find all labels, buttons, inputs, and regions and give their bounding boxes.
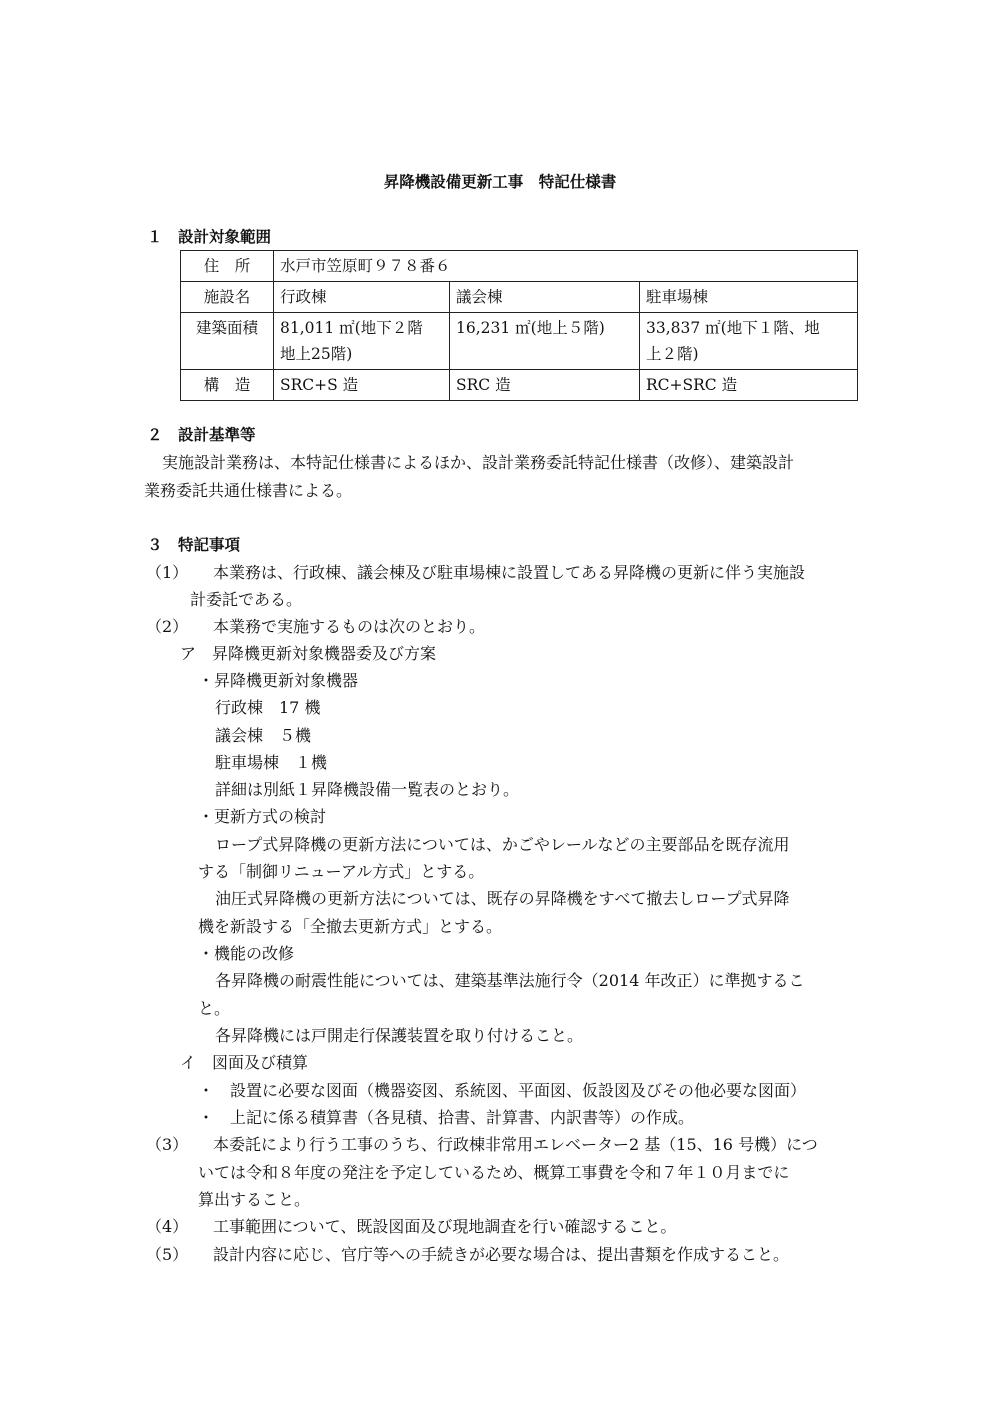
area-admin-line2: 地上25階) <box>280 345 353 363</box>
seismic-line1: 各昇降機の耐震性能については、建築基準法施行令（2014 年改正）に準拠するこ <box>215 971 805 990</box>
item-3-line2: いては令和８年度の発注を予定しているため、概算工事費を令和７年１０月までに <box>198 1163 790 1182</box>
subitem-b-bullet-1: ・ 設置に必要な図面（機器姿図、系統図、平面図、仮設図及びその他必要な図面） <box>198 1081 807 1100</box>
area-admin <box>274 313 450 370</box>
subitem-a-bullet-1: ・昇降機更新対象機器 <box>198 671 359 690</box>
facility-label: 施設名 <box>181 282 274 313</box>
subitem-b-label: イ 図面及び積算 <box>180 1053 309 1072</box>
address-value: 水戸市笠原町９７８番６ <box>274 251 858 282</box>
hydraulic-method-line2: 機を新設する「全撤去更新方式」とする。 <box>198 917 503 936</box>
facility-admin: 行政棟 <box>274 282 450 313</box>
item-4-number: （4） <box>146 1217 189 1236</box>
structure-assembly: SRC 造 <box>450 370 640 401</box>
address-label: 住 所 <box>181 251 274 282</box>
item-4-line1: 工事範囲について、既設図面及び現地調査を行い確認すること。 <box>213 1217 677 1236</box>
item-3-number: （3） <box>146 1135 189 1154</box>
item-1-number: （1） <box>146 563 189 582</box>
item-2-line1: 本業務で実施するものは次のとおり。 <box>213 617 486 636</box>
item-3-line3: 算出すること。 <box>198 1190 311 1209</box>
table-row-area <box>181 313 858 370</box>
unit-detail-note: 詳細は別紙１昇降機設備一覧表のとおり。 <box>215 780 520 799</box>
structure-label: 構 造 <box>181 370 274 401</box>
structure-admin: SRC+S 造 <box>274 370 450 401</box>
table-row-facility <box>181 282 858 313</box>
item-3-line1: 本委託により行う工事のうち、行政棟非常用エレベーター2 基（15、16 号機）につ <box>213 1135 818 1154</box>
section-3-heading: ３ 特記事項 <box>147 536 241 554</box>
rope-method-line2: する「制御リニューアル方式」とする。 <box>198 862 485 881</box>
seismic-line2: と。 <box>198 999 231 1018</box>
area-assembly <box>450 313 640 370</box>
facility-assembly: 議会棟 <box>450 282 640 313</box>
section-2-text-line2: 業務委託共通仕様書による。 <box>144 481 353 500</box>
unit-count-parking: 駐車場棟 １機 <box>215 753 328 772</box>
subitem-a-label: ア 昇降機更新対象機器委及び方案 <box>180 644 437 663</box>
table-row-address <box>181 251 858 282</box>
subitem-a-bullet-3: ・機能の改修 <box>198 944 295 963</box>
area-admin-line1: 81,011 ㎡(地下２階 <box>280 319 423 337</box>
area-parking <box>640 313 858 370</box>
unit-count-admin: 行政棟 17 機 <box>215 698 321 717</box>
unit-count-assembly: 議会棟 ５機 <box>215 726 312 745</box>
item-1-line1: 本業務は、行政棟、議会棟及び駐車場棟に設置してある昇降機の更新に伴う実施設 <box>213 563 806 582</box>
item-5-number: （5） <box>146 1245 189 1264</box>
subitem-b-bullet-2: ・ 上記に係る積算書（各見積、拾書、計算書、内訳書等）の作成。 <box>198 1108 695 1127</box>
area-label: 建築面積 <box>181 313 274 370</box>
document-title: 昇降機設備更新工事 特記仕様書 <box>383 173 617 191</box>
item-1-line2: 計委託である。 <box>190 590 303 609</box>
door-protection-line: 各昇降機には戸開走行保護装置を取り付けること。 <box>215 1026 584 1045</box>
section-2-text-line1: 実施設計業務は、本特記仕様書によるほか、設計業務委託特記仕様書（改修）、建築設計 <box>162 453 795 472</box>
area-parking-line1: 33,837 ㎡(地下１階、地 <box>646 319 820 337</box>
section-1-heading: １ 設計対象範囲 <box>147 228 272 246</box>
facility-parking: 駐車場棟 <box>640 282 858 313</box>
item-5-line1: 設計内容に応じ、官庁等への手続きが必要な場合は、提出書類を作成すること。 <box>213 1245 790 1264</box>
rope-method-line1: ロープ式昇降機の更新方法については、かごやレールなどの主要部品を既存流用 <box>215 835 790 854</box>
section-2-heading: ２ 設計基準等 <box>147 426 256 444</box>
area-parking-line2: 上２階) <box>646 345 699 363</box>
hydraulic-method-line1: 油圧式昇降機の更新方法については、既存の昇降機をすべて撤去しロープ式昇降 <box>215 889 790 908</box>
subitem-a-bullet-2: ・更新方式の検討 <box>198 807 327 826</box>
design-scope-table <box>180 250 858 401</box>
area-assembly-line1: 16,231 ㎡(地上５階) <box>456 319 605 337</box>
table-row-structure <box>181 370 858 401</box>
structure-parking: RC+SRC 造 <box>640 370 858 401</box>
item-2-number: （2） <box>146 617 189 636</box>
